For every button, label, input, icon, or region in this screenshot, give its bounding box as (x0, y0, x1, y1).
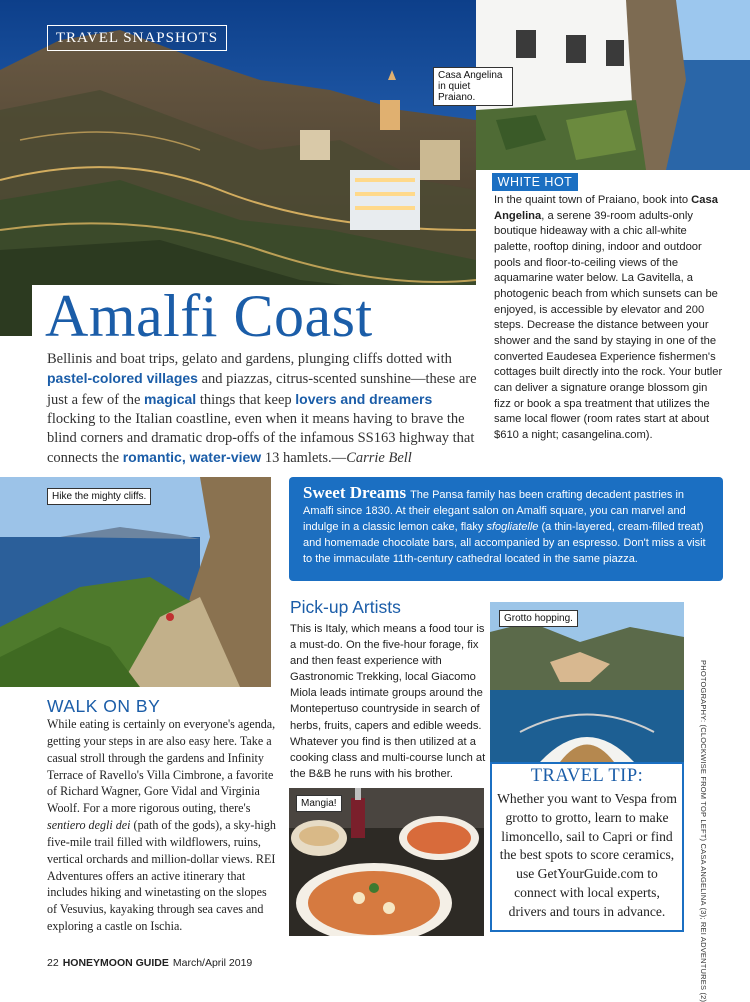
photo-credit: PHOTOGRAPHY: (CLOCKWISE FROM TOP LEFT) CASA ANGELINA (3); REI ADVENTURES (2) (699, 660, 708, 1002)
highlight-romantic-water-view: romantic, water-view (122, 449, 262, 466)
highlight-lovers-dreamers: lovers and dreamers (295, 390, 433, 407)
travel-tip-body: Whether you want to Vespa from grotto to grotto, learn to make limoncello, sail to Capri or find the best spots to score ceramics, use GetYourGuide.com to connect with local experts, drivers and tours in advance. (497, 791, 677, 919)
caption-casa-angelina: Casa Angelina in quiet Praiano. (433, 67, 513, 106)
caption-grotto: Grotto hopping. (499, 610, 578, 627)
caption-mangia: Mangia! (296, 795, 342, 812)
white-hot-body: In the quaint town of Praiano, book into Casa Angelina, a serene 39-room adults-only boutique hideaway with a chic all-white palette, rooftop dining, indoor and outdoor pools and floor-to-ceiling views of the aquamarine water below. La Gavitella, a photogenic beach from which sunsets can be enjoyed, is accessible by elevator and 200 steps. Decrease the distance between your shower and the sand by staying in one of the converted Eaudesea Experience fishermen's cottages built directly into the rock. Your butler can deliver a signature orange blossom gin fizz or book a spa treatment that utilizes the same local flower (room rates start at about $610 a night; casangelina.com). (494, 194, 723, 441)
issue-date: March/April 2019 (172, 957, 253, 969)
travel-tip-title: TRAVEL TIP: (530, 766, 644, 786)
white-hot-label: WHITE HOT (492, 173, 578, 191)
walk-on-by-body: While eating is certainly on everyone's agenda, getting your steps in are also easy here. Take a casual stroll through the gardens and Infinity Terrace of Ravello's Villa Cimbrone, a favorite of Richard Wagner, Gore Vidal and Virginia Woolf. For a more rigorous outing, there's sentiero degli dei (path of the gods), a sky-high five-mile trail filled with wildflowers, ruins, vertical orchards and million-dollar views. REI Adventures offers an active itinerary that includes hiking and winetasting on the slopes of Vesuvius, kayaking through sea caves and exploring a castle on Ischia. (47, 717, 276, 934)
section-tag: TRAVEL SNAPSHOTS (47, 25, 227, 51)
pickup-artists-body: This is Italy, which means a food tour is a must-do. On the five-hour forage, fix and then feast experience with Gastronomic Trekking, local Giacomo Miola leads intimate groups around the Montepertuso countryside in search of herbs, fruits, capers and edible weeds. Whatever you find is then utilized at a cooking class and multi-course lunch at the B&B he runs with his brother. (290, 623, 486, 780)
highlight-pastel-villages: pastel-colored villages (47, 370, 198, 387)
photo-hike-cliffs (0, 477, 271, 687)
sweet-dreams-title: Sweet Dreams (303, 483, 407, 502)
pickup-artists-title: Pick-up Artists (290, 597, 401, 617)
walk-on-by-title: WALK ON BY (47, 696, 161, 716)
author-byline: Carrie Bell (346, 450, 412, 467)
page-title: Amalfi Coast (45, 283, 373, 349)
highlight-magical: magical (144, 390, 197, 407)
intro-paragraph: Bellinis and boat trips, gelato and gardens, plunging cliffs dotted with pastel-colored villages and piazzas, citrus-scented sunshine—these are just a few of the magical things that keep lovers and dreamers flocking to the Italian coastline, even when it means having to brave the blind corners and dramatic drop-offs of the infamous SS163 highway that connects the romantic, water-view 13 hamlets.—Carrie Bell (47, 351, 477, 467)
photo-casa-angelina (476, 0, 750, 170)
caption-hike: Hike the mighty cliffs. (47, 488, 151, 505)
sweet-dreams-box: Sweet Dreams The Pansa family has been crafting decadent pastries in Amalfi since 1830. At their elegant salon on Amalfi square, you can marvel and indulge in a classic lemon cake, flaky sfogliatelle (a thin-layered, cream-filled treat) and homemade chocolate bars, all accompanied by an espresso. Don't miss a visit to the immaculate 11th-century cathedral located in the same piazza. (289, 477, 723, 581)
page-number: 22 (47, 957, 59, 969)
page-footer (47, 957, 252, 969)
magazine-brand: HONEYMOON GUIDE (62, 957, 169, 969)
casa-angelina-name: Casa Angelina (494, 194, 718, 222)
